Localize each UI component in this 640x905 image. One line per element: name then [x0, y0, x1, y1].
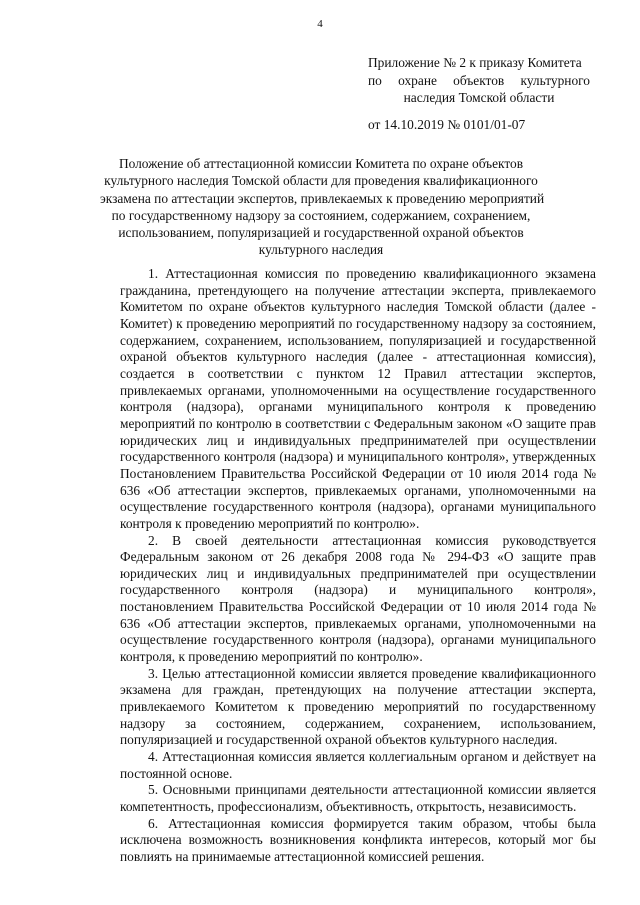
paragraph-3: 3. Целью аттестационной комиссии является проведение квалификационного экзамена для граждан, претендующих на получение аттестации эксперта, привлекаемого Комитетом к проведению мероприятий по государственному надзору за состоянием, содержанием, сохранением, использованием, популяризацией и государственной охраной объектов культурного наследия. — [120, 665, 596, 748]
appendix-line-2: по охране объектов культурного — [368, 72, 590, 88]
title-line-4: по государственному надзору за состоянием, содержанием, сохранением, — [111, 207, 531, 223]
page-number: 4 — [317, 18, 323, 30]
document-body — [120, 266, 596, 866]
appendix-date: от 14.10.2019 № 0101/01-07 — [368, 116, 526, 132]
title-line-6: культурного наследия — [258, 242, 384, 258]
appendix-header — [368, 54, 590, 133]
document-title — [100, 155, 545, 259]
title-line-2: культурного наследия Томской области для проведения квалификационного — [104, 173, 538, 189]
title-line-3: экзамена по аттестации экспертов, привлекаемых к проведению мероприятий — [100, 190, 545, 206]
title-line-1: Положение об аттестационной комиссии Комитета по охране объектов — [118, 156, 524, 171]
paragraph-4: 4. Аттестационная комиссия является коллегиальным органом и действует на постоянной основе. — [120, 749, 596, 781]
paragraph-5: 5. Основными принципами деятельности аттестационной комиссии является компетентность, профессионализм, объективность, открытость, независимость. — [120, 782, 596, 814]
paragraph-1: 1. Аттестационная комиссия по проведению квалификационного экзамена гражданина, претендующего на получение аттестации эксперта, привлекаемого Комитетом по охране объектов культурного наследия Томской области (далее - Комитет) к проведению мероприятий по государственному надзору за состоянием, содержанием, сохранением, использованием, популяризацией и государственной охраной объектов культурного наследия (далее - аттестационная комиссия), создается в соответствии с пунктом 12 Правил аттестации экспертов, привлекаемых органами, уполномоченными на осуществление государственного контроля (надзора), органами муниципального контроля к проведению мероприятий по контролю в соответствии с Федеральным законом «О защите прав юридических лиц и индивидуальных предпринимателей при осуществлении государственного контроля (надзора) и муниципального контроля», утвержденных Постановлением Правительства Российской Федерации от 10 июля 2014 года № 636 «Об аттестации экспертов, привлекаемых органами, уполномоченными на осуществление государственного контроля (надзора), органами муниципального контроля к проведению мероприятий по контролю». — [120, 266, 596, 531]
appendix-line-3: наследия Томской области — [403, 90, 555, 105]
paragraph-6: 6. Аттестационная комиссия формируется таким образом, чтобы была исключена возможность возникновения конфликта интересов, который мог бы повлиять на принимаемые аттестационной комиссией решения. — [120, 815, 596, 864]
appendix-line-1: Приложение № 2 к приказу Комитета — [368, 55, 582, 70]
title-line-5: использованием, популяризацией и государственной охраной объектов — [118, 225, 524, 241]
paragraph-2: 2. В своей деятельности аттестационная комиссия руководствуется Федеральным законом от 26 декабря 2008 года № 294-ФЗ «О защите прав юридических лиц и индивидуальных предпринимателей при осуществлении государственного контроля (надзора) и муниципального контроля», постановлением Правительства Российской Федерации от 10 июля 2014 года № 636 «Об аттестации экспертов, привлекаемых органами, уполномоченными на осуществление государственного контроля (надзора), органами муниципального контроля, к проведению мероприятий по контролю». — [120, 532, 596, 665]
